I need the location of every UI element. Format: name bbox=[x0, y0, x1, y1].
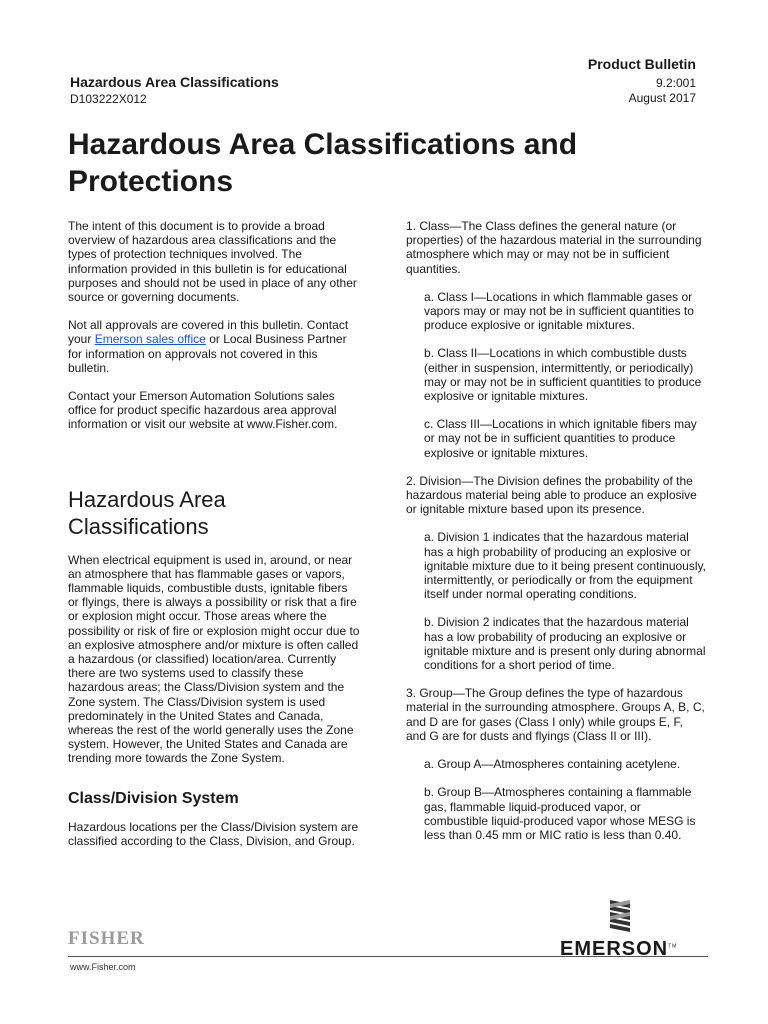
header-doc-code: D103222X012 bbox=[70, 92, 147, 106]
list-item-group: 3. Group—The Group defines the type of hazardous material in the surrounding atmosphere. Groups A, B, C, and D are for gases (Class I only) while groups E, F, and G are for dusts and flyings (Class II or III). bbox=[406, 686, 705, 743]
intro-paragraph-3: Contact your Emerson Automation Solutions sales office for product specific hazardous area approval information or visit our website at www.Fisher.com. bbox=[68, 389, 338, 432]
intro-paragraph-1: The intent of this document is to provide a broad overview of hazardous area classifications and the types of protection techniques involved. The information provided in this bulletin is for educational purposes and should not be used in place of any other source or governing documents. bbox=[68, 219, 357, 305]
emerson-wordmark-text: EMERSON bbox=[560, 938, 669, 960]
footer-url: www.Fisher.com bbox=[70, 962, 136, 972]
intro-paragraph-2-end: or Local Business Partner for information on approvals not covered in this bulletin. bbox=[68, 332, 347, 375]
list-item-division: 2. Division—The Division defines the probability of the hazardous material being able to produce an explosive or ignitable mixture based upon its presence. bbox=[406, 473, 697, 517]
header-date: August 2017 bbox=[628, 91, 696, 105]
subsection-paragraph-1: Hazardous locations per the Class/Division system are classified according to the Class, Division, and Group. bbox=[68, 819, 359, 849]
page-title: Hazardous Area Classifications and Protections bbox=[68, 128, 578, 198]
emerson-wordmark bbox=[560, 938, 677, 961]
list-item-class-1: a. Class I—Locations in which flammable gases or vapors may or may not be in sufficient quantities to produce explosive or ignitable mixtures. bbox=[424, 289, 694, 333]
header-doc-title: Hazardous Area Classifications bbox=[70, 74, 279, 90]
header-bulletin-type: Product Bulletin bbox=[587, 56, 696, 72]
list-item-group-b: b. Group B—Atmospheres containing a flammable gas, flammable liquid-produced vapor, or combustible liquid-produced vapor whose MESG is less than 0.45 mm or MIC ratio is less than 0.40. bbox=[424, 785, 696, 842]
right-column bbox=[406, 219, 706, 856]
left-column bbox=[68, 219, 360, 862]
emerson-mark-icon bbox=[600, 896, 640, 936]
intro-paragraph-2 bbox=[68, 318, 360, 375]
list-item-class-3: c. Class III—Locations in which ignitable fibers may or may not be in sufficient quantities to produce explosive or ignitable mixtures. bbox=[424, 417, 697, 460]
list-item-class: 1. Class—The Class defines the general nature (or properties) of the hazardous material in the surrounding atmosphere which may or may not be in sufficient quantities. bbox=[406, 219, 702, 276]
emerson-sales-office-link[interactable]: Emerson sales office bbox=[94, 332, 206, 347]
header-bulletin-number: 9.2:001 bbox=[655, 76, 696, 90]
intro-paragraph-2-start: Not all approvals are covered in this bulletin. Contact your bbox=[68, 318, 349, 347]
emerson-trademark: TM bbox=[668, 943, 678, 950]
list-item-division-2: b. Division 2 indicates that the hazardous material has a low probability of producing an explosive or ignitable mixture and is present only during abnormal conditions for a short period of time. bbox=[424, 615, 706, 673]
emerson-logo bbox=[560, 896, 700, 962]
list-item-division-1: a. Division 1 indicates that the hazardous material has a high probability of producing an explosive or ignitable mixture due to it being present continuously, intermittently, or periodically or from the equipment itself under normal operating conditions. bbox=[424, 530, 706, 602]
list-item-class-2: b. Class II—Locations in which combustible dusts (either in suspension, intermittently, or periodically) may or may not be in sufficient quantities to produce explosive or ignitable mixtures. bbox=[424, 346, 702, 404]
section-paragraph-1: When electrical equipment is used in, around, or near an atmosphere that has flammable gases or vapors, flammable liquids, combustible dusts, ignitable fibers or flyings, there is always a possibility or risk that a fire or explosion might occur. Those areas where the possibility or risk of fire or explosion might occur due to an explosive atmosphere and/or mixture is often called a hazardous (or classified) location/area. Currently there are two systems used to classify these hazardous areas; the Class/Division system and the Zone system. The Class/Division system is used predominately in the United States and Canada, whereas the rest of the world generally uses the Zone system. However, the United States and Canada are trending more towards the Zone System. bbox=[68, 552, 360, 766]
fisher-logo: FISHER bbox=[68, 928, 145, 949]
section-heading: Hazardous Area Classifications bbox=[68, 486, 226, 539]
subsection-heading: Class/Division System bbox=[68, 789, 239, 807]
list-item-group-a: a. Group A—Atmospheres containing acetylene. bbox=[424, 757, 681, 772]
